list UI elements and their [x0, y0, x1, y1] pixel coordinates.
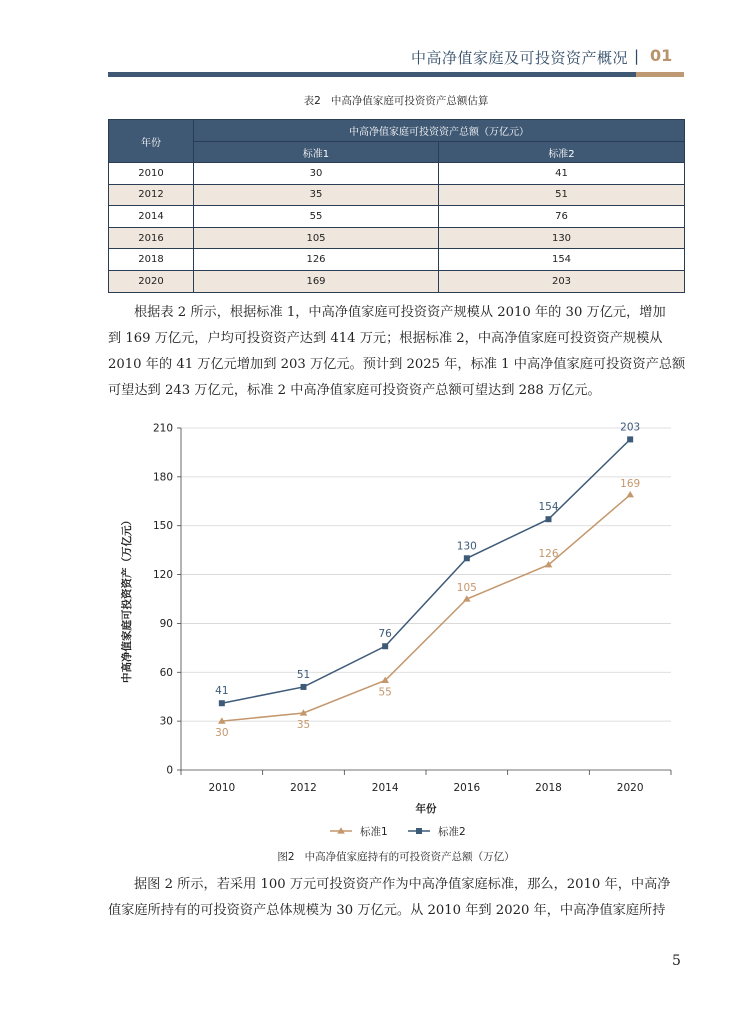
table-row: [109, 163, 685, 185]
data-label: 76: [378, 628, 392, 641]
data-point: [382, 643, 388, 649]
paragraph-line: 2010 年的 41 万亿元增加到 203 万亿元。预计到 2025 年，标准 1 中高净值家庭可投资资产总额: [108, 357, 686, 372]
y-tick-label: 90: [159, 617, 173, 630]
data-label: 203: [620, 421, 641, 434]
data-label: 35: [296, 719, 311, 731]
year-cell: 2014: [109, 206, 194, 228]
assets-table: [108, 119, 685, 293]
figure-caption: 图2 中高净值家庭持有的可投资资产总额（万亿）: [277, 851, 515, 863]
data-point: [219, 700, 225, 706]
paragraph-line: 到 169 万亿元，户均可投资资产达到 414 万元；根据标准 2，中高净值家庭可投资资产规模从: [108, 331, 663, 346]
year-cell: 2016: [109, 227, 194, 249]
y-tick-label: 60: [159, 666, 173, 679]
standard1-cell: 35: [194, 184, 439, 206]
x-tick-label: 2012: [290, 782, 317, 794]
standard1-column-header: 标准1: [194, 142, 439, 163]
running-header-title: 中高净值家庭及可投资资产概况: [410, 49, 628, 67]
body-paragraph-1: [108, 300, 684, 404]
series-line-standard1: [222, 495, 630, 721]
legend-marker-square: [416, 828, 422, 834]
standard2-cell: 51: [439, 184, 685, 206]
paragraph-line: 据图 2 所示，若采用 100 万元可投资资产作为中高净值家庭标准，那么，2010 年，中高净: [134, 877, 671, 892]
table-row: [109, 227, 685, 249]
data-point: [464, 555, 470, 561]
standard1-cell: 30: [194, 163, 439, 185]
y-axis-title: 中高净值家庭可投资资产（万亿元）: [121, 515, 133, 683]
y-tick-label: 30: [159, 715, 173, 728]
paragraph-line: 可望达到 243 万亿元，标准 2 中高净值家庭可投资资产总额可望达到 288 万亿元。: [108, 383, 601, 398]
standard1-cell: 105: [194, 227, 439, 249]
legend-label-standard2: 标准2: [438, 826, 466, 838]
assets-line-chart: [108, 418, 684, 848]
data-point: [546, 516, 552, 522]
x-tick-label: 2016: [453, 782, 481, 794]
year-cell: 2010: [109, 163, 194, 185]
y-tick-label: 180: [152, 471, 173, 484]
y-tick-label: 120: [152, 569, 173, 582]
x-tick-label: 2018: [535, 782, 562, 794]
x-axis-title: 年份: [415, 803, 437, 815]
standard2-cell: 76: [439, 206, 685, 228]
legend-label-standard1: 标准1: [360, 826, 388, 838]
body-paragraph-2: [108, 872, 684, 924]
data-point: [627, 436, 633, 442]
standard2-cell: 203: [439, 270, 685, 292]
x-tick-label: 2010: [208, 782, 236, 794]
data-point: [626, 491, 634, 497]
year-cell: 2018: [109, 249, 194, 271]
chapter-number: 01: [650, 46, 673, 65]
year-cell: 2012: [109, 184, 194, 206]
paragraph-line: 根据表 2 所示，根据标准 1，中高净值家庭可投资资产规模从 2010 年的 30 万亿元，增加: [134, 305, 666, 320]
page-number: 5: [672, 953, 681, 969]
series-line-standard2: [222, 439, 630, 703]
y-tick-label: 210: [152, 422, 173, 435]
y-tick-label: 150: [152, 520, 173, 533]
data-label: 154: [538, 501, 559, 514]
x-tick-label: 2014: [371, 782, 399, 794]
standard1-cell: 55: [194, 206, 439, 228]
data-label: 55: [378, 686, 392, 699]
table-row: [109, 206, 685, 228]
header-rule-gold: [636, 72, 684, 77]
running-header-separator: |: [634, 47, 640, 65]
y-tick-label: 0: [166, 764, 173, 777]
table-row: [109, 270, 685, 292]
table-row: [109, 249, 685, 271]
year-column-header: 年份: [109, 120, 194, 163]
data-label: 126: [538, 547, 559, 560]
paragraph-line: 值家庭所持有的可投资资产总体规模为 30 万亿元。从 2010 年到 2020 年，中高净值家庭所持: [108, 903, 666, 918]
data-label: 105: [456, 582, 477, 594]
data-point: [301, 684, 307, 690]
data-label: 30: [215, 727, 229, 740]
data-label: 41: [215, 685, 229, 698]
data-label: 130: [456, 540, 477, 553]
header-rule-blue: [108, 72, 636, 77]
data-label: 169: [620, 477, 641, 490]
table-row: [109, 184, 685, 206]
data-label: 51: [296, 668, 311, 681]
standard1-cell: 169: [194, 270, 439, 292]
x-tick-label: 2020: [616, 782, 644, 794]
assets-group-header: 中高净值家庭可投资资产总额（万亿元）: [194, 120, 685, 142]
standard2-cell: 41: [439, 163, 685, 185]
table-caption: 表2 中高净值家庭可投资资产总额估算: [303, 95, 489, 107]
standard2-cell: 154: [439, 249, 685, 271]
standard2-column-header: 标准2: [439, 142, 685, 163]
standard1-cell: 126: [194, 249, 439, 271]
year-cell: 2020: [109, 270, 194, 292]
standard2-cell: 130: [439, 227, 685, 249]
